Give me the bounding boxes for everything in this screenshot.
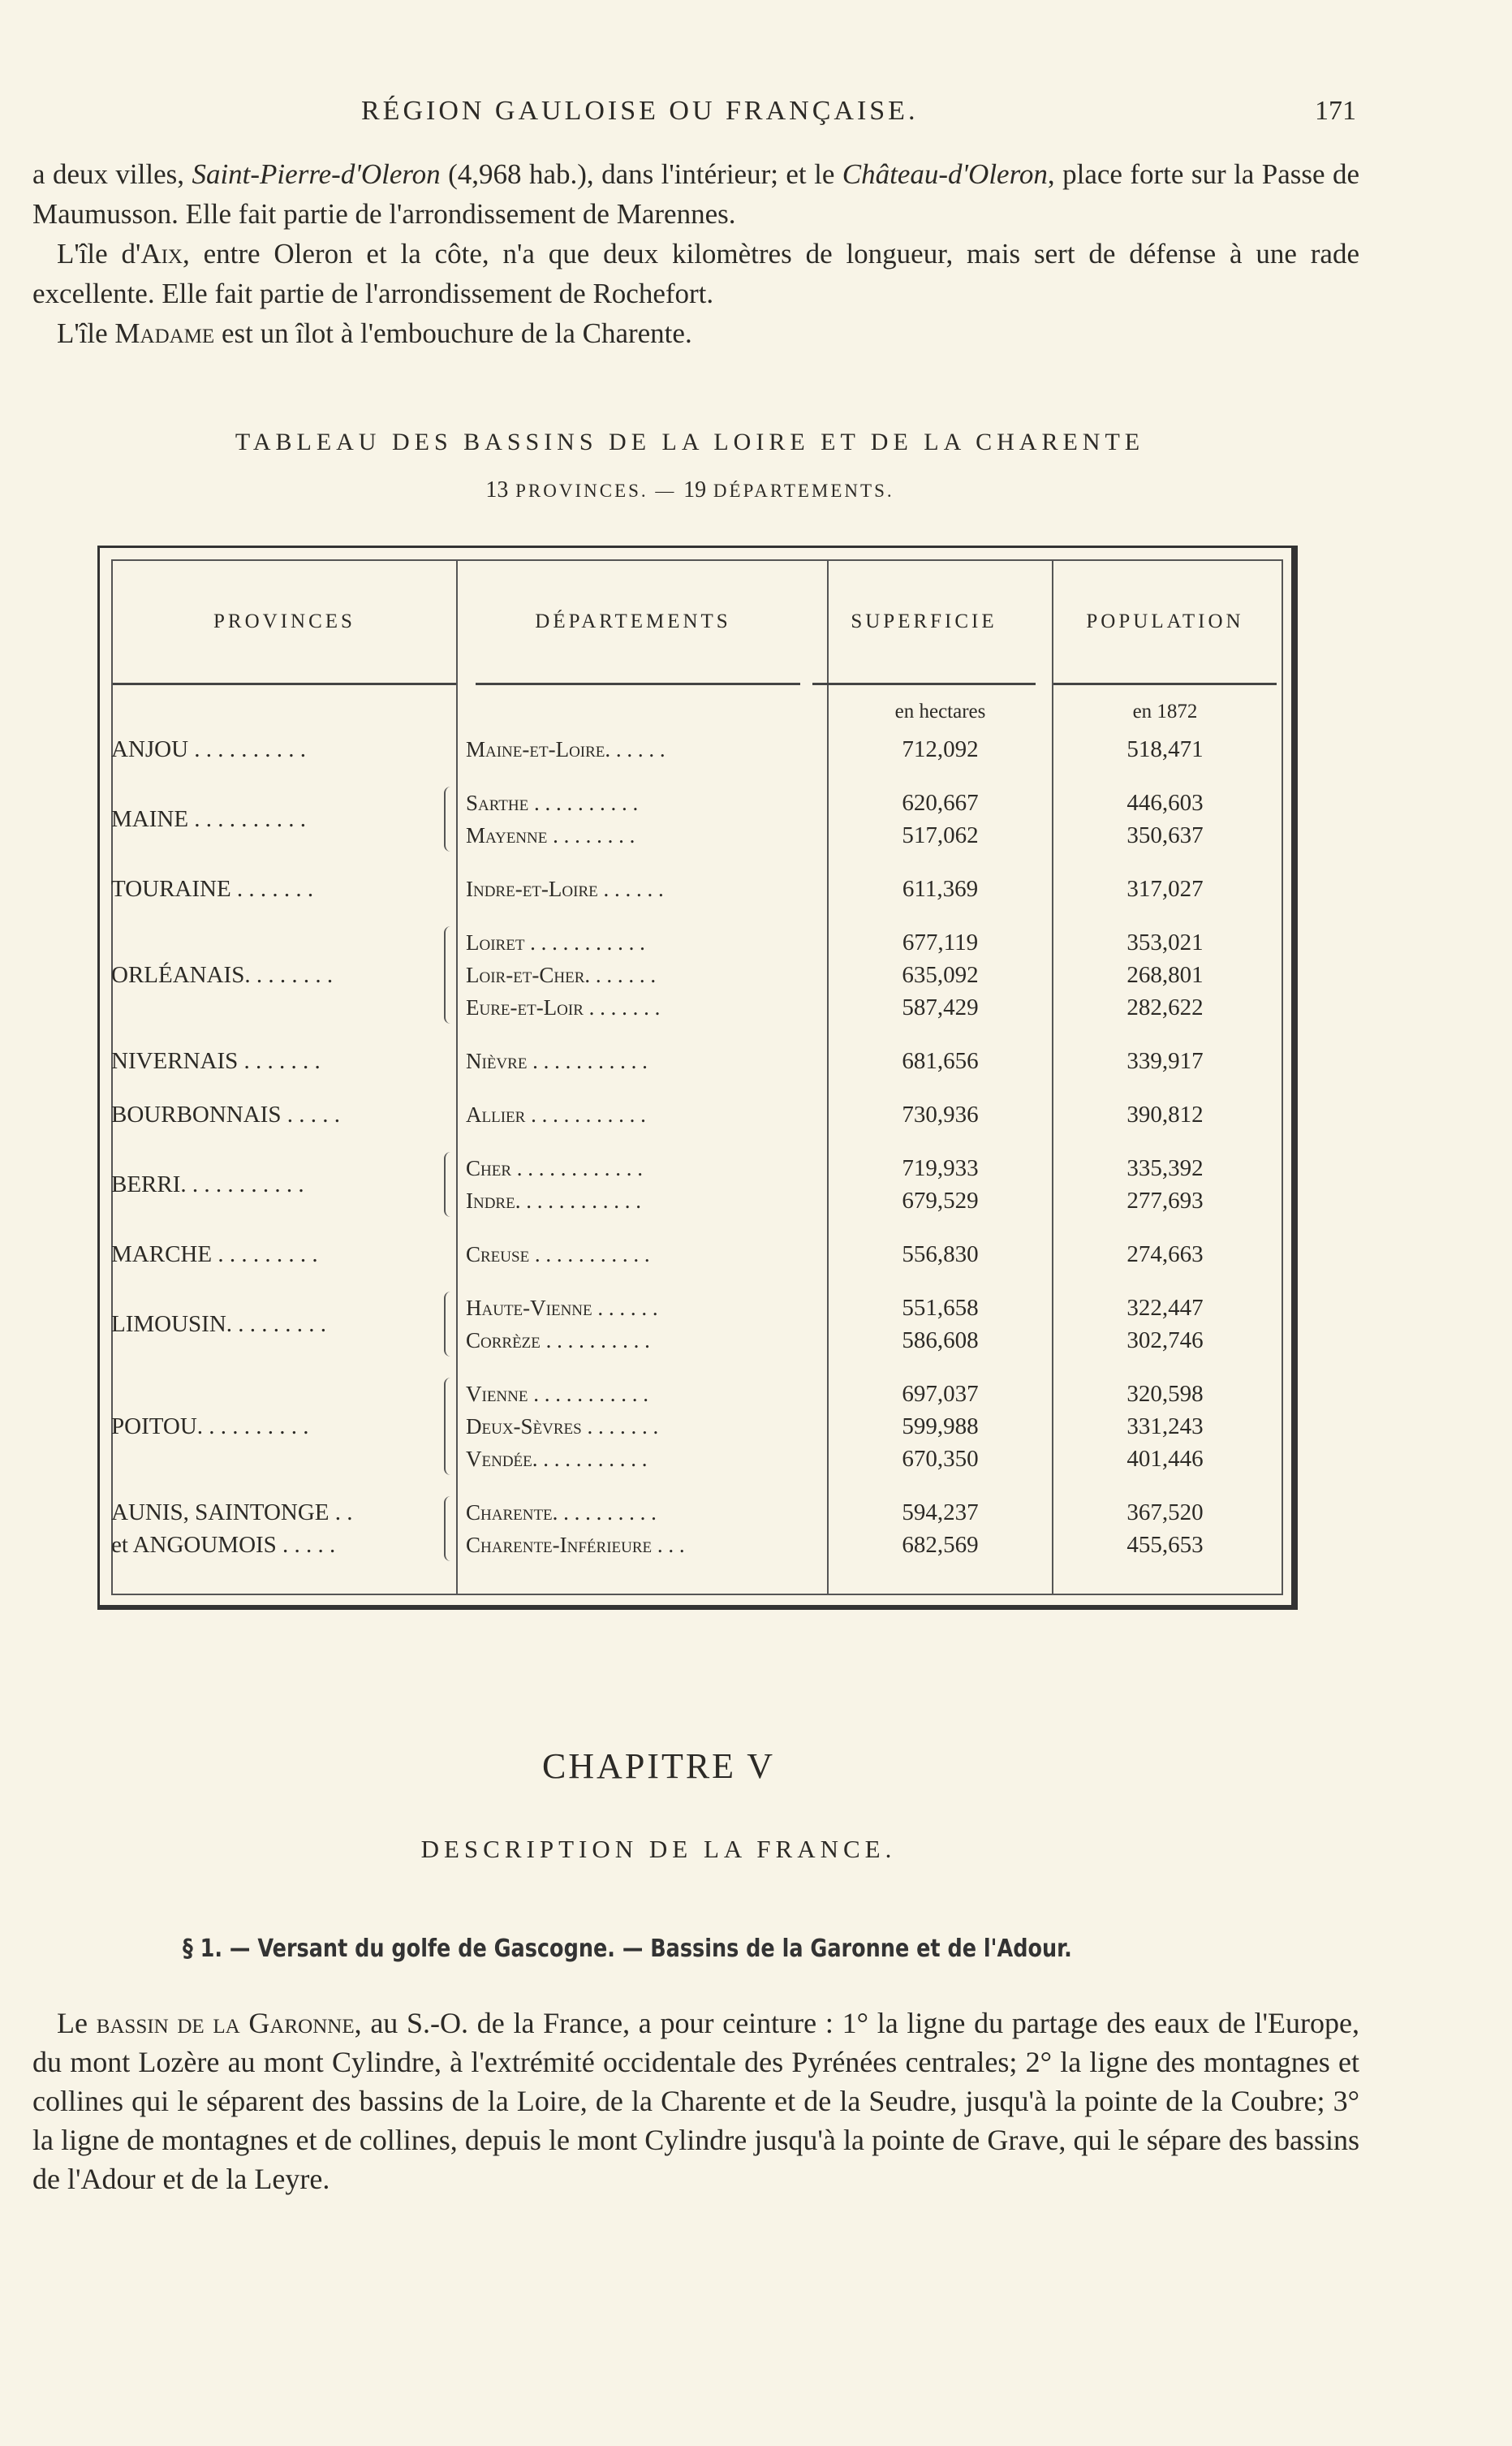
- text: , place forte sur la Passe de Maumusson. Elle fait partie de l'arrondissement de Marennes.: [32, 158, 1360, 230]
- running-title: RÉGION GAULOISE OU FRANÇAISE.: [361, 96, 919, 126]
- text: (4,968 hab.), dans l'intérieur; et le: [440, 158, 842, 190]
- text: est un îlot à l'embouchure de la Charente.: [214, 317, 692, 349]
- superficie-value: 681,656: [902, 1048, 979, 1074]
- province-name: BERRI. . . . . . . . . . .: [111, 1171, 304, 1197]
- province-name: MARCHE . . . . . . . . .: [111, 1241, 318, 1267]
- department-name: Nièvre . . . . . . . . . . .: [466, 1049, 648, 1073]
- superficie-value: 677,119: [902, 930, 979, 956]
- department-name: Loiret . . . . . . . . . . .: [466, 930, 645, 955]
- population-value: 339,917: [1126, 1048, 1204, 1074]
- intro-paragraph-3: [32, 313, 1359, 353]
- superficie-value: 594,237: [902, 1499, 979, 1525]
- department-name: Indre. . . . . . . . . . . .: [466, 1188, 641, 1213]
- header-rule: [476, 561, 800, 685]
- province-name: ANJOU . . . . . . . . . .: [111, 736, 307, 762]
- brace-icon: [444, 926, 457, 1024]
- text: Le: [57, 2007, 97, 2039]
- population-value: 282,622: [1126, 994, 1204, 1020]
- superficie-value: 682,569: [902, 1532, 979, 1558]
- superficie-value: 599,988: [902, 1413, 979, 1439]
- population-value: 268,801: [1126, 962, 1204, 988]
- brace-icon: [444, 787, 457, 852]
- place-name: Saint-Pierre-d'Oleron: [192, 158, 441, 190]
- text: a deux villes,: [32, 158, 192, 190]
- intro-text: [32, 154, 1359, 353]
- superficie-value: 517,062: [902, 822, 979, 848]
- province-name: BOURBONNAIS . . . . .: [111, 1102, 340, 1128]
- superficie-value: 587,429: [902, 994, 979, 1020]
- population-value: 446,603: [1126, 790, 1204, 816]
- superficie-value: 730,936: [902, 1102, 979, 1128]
- population-value: 274,663: [1126, 1241, 1204, 1267]
- population-value: 320,598: [1126, 1381, 1204, 1407]
- header-provinces: PROVINCES: [113, 561, 456, 685]
- department-name: Charente. . . . . . . . . .: [466, 1500, 657, 1525]
- population-value: 353,021: [1126, 930, 1204, 956]
- brace-icon: [444, 1152, 457, 1217]
- unit-year: en 1872: [1132, 701, 1198, 723]
- text: , au S.-O. de la France, a pour ceinture : 1° la ligne du partage des eaux de l'Europe, du mont Lozère au mont Cylindre, à l'extrémité occidentale des Pyrénées centrales; 2° la ligne des montagnes et collines qui le séparent des bassins de la Loire, de la Charente et de la Seudre, jusqu'à la pointe de la Coubre; 3° la ligne de montagnes et de collines, depuis le mont Cylindre jusqu'à la pointe de Grave, qui le sépare des bassins de l'Adour et de la Leyre.: [32, 2007, 1359, 2195]
- superficie-value: 556,830: [902, 1241, 979, 1267]
- department-name: Mayenne . . . . . . . .: [466, 823, 635, 848]
- department-name: Haute-Vienne . . . . . .: [466, 1296, 658, 1320]
- place-name: Aix: [140, 238, 183, 270]
- department-name: Vienne . . . . . . . . . . .: [466, 1382, 648, 1406]
- superficie-value: 635,092: [902, 962, 979, 988]
- province-name: LIMOUSIN. . . . . . . . .: [111, 1311, 327, 1337]
- superficie-value: 551,658: [902, 1295, 979, 1321]
- department-name: Vendée. . . . . . . . . . .: [466, 1447, 648, 1471]
- population-value: 331,243: [1126, 1413, 1204, 1439]
- population-value: 455,653: [1126, 1532, 1204, 1558]
- province-name: TOURAINE . . . . . . .: [111, 876, 314, 902]
- chapter-title-text: CHAPITRE V: [541, 1746, 776, 1786]
- text: PROVINCES. —: [508, 481, 684, 501]
- population-value: 367,520: [1126, 1499, 1204, 1525]
- population-value: 401,446: [1126, 1446, 1204, 1472]
- intro-paragraph-1: [32, 154, 1359, 234]
- brace-icon: [444, 1292, 457, 1357]
- brace-icon: [444, 1378, 457, 1475]
- header-departements: DÉPARTEMENTS: [535, 610, 731, 632]
- superficie-value: 620,667: [902, 790, 979, 816]
- province-name: AUNIS, SAINTONGE . .: [111, 1499, 353, 1525]
- superficie-value: 586,608: [902, 1327, 979, 1353]
- page-number: 171: [1315, 96, 1356, 126]
- unit-hectares: en hectares: [894, 701, 986, 723]
- header-superficie: SUPERFICIE: [812, 561, 1036, 685]
- body-paragraph: [32, 2004, 1359, 2198]
- text: L'île d': [57, 238, 141, 270]
- population-value: 277,693: [1126, 1188, 1204, 1214]
- province-count: 13: [485, 477, 509, 503]
- province-name: MAINE . . . . . . . . . .: [111, 806, 307, 832]
- population-value: 518,471: [1126, 736, 1204, 762]
- population-value: 322,447: [1126, 1295, 1204, 1321]
- superficie-value: 719,933: [902, 1155, 979, 1181]
- superficie-value: 611,369: [902, 876, 979, 902]
- table-title: TABLEAU DES BASSINS DE LA LOIRE ET DE LA CHARENTE: [235, 429, 1145, 455]
- place-name: Madame: [114, 317, 215, 349]
- chapter-subtitle-text: DESCRIPTION DE LA FRANCE.: [420, 1835, 897, 1863]
- chapter-title: [0, 1745, 1512, 1787]
- superficie-value: 712,092: [902, 736, 979, 762]
- table-subtitle: [0, 477, 1380, 503]
- body-text: [32, 2004, 1359, 2198]
- place-name: Château-d'Oleron: [842, 158, 1048, 190]
- department-name: Charente-Inférieure . . .: [466, 1533, 685, 1557]
- department-name: Indre-et-Loire . . . . . .: [466, 877, 664, 901]
- chapter-subtitle: [0, 1835, 1512, 1864]
- department-name: Deux-Sèvres . . . . . . .: [466, 1414, 659, 1439]
- department-count: 19: [683, 477, 707, 503]
- population-value: 390,812: [1126, 1102, 1204, 1128]
- header-population: POPULATION: [1053, 561, 1277, 685]
- department-name: Creuse . . . . . . . . . . .: [466, 1242, 650, 1266]
- department-name: Corrèze . . . . . . . . . .: [466, 1328, 650, 1352]
- province-name: ORLÉANAIS. . . . . . . .: [111, 962, 334, 988]
- intro-paragraph-2: [32, 234, 1359, 313]
- province-name: NIVERNAIS . . . . . . .: [111, 1048, 321, 1074]
- province-name: et ANGOUMOIS . . . . .: [111, 1532, 336, 1558]
- superficie-value: 697,037: [902, 1381, 979, 1407]
- department-name: Sarthe . . . . . . . . . .: [466, 791, 639, 815]
- population-value: 335,392: [1126, 1155, 1204, 1181]
- population-value: 302,746: [1126, 1327, 1204, 1353]
- department-name: Allier . . . . . . . . . . .: [466, 1102, 646, 1127]
- basins-table: [97, 546, 1298, 1610]
- province-name: POITOU. . . . . . . . . .: [111, 1413, 309, 1439]
- table-frame: [111, 559, 1283, 1595]
- department-name: Eure-et-Loir . . . . . . .: [466, 995, 661, 1020]
- text: L'île: [57, 317, 115, 349]
- population-value: 317,027: [1126, 876, 1204, 902]
- department-name: Loir-et-Cher. . . . . . .: [466, 963, 657, 987]
- text: DÉPARTEMENTS.: [706, 481, 894, 501]
- text: , entre Oleron et la côte, n'a que deux kilomètres de longueur, mais sert de défense à une rade excellente. Elle fait partie de l'arrondissement de Rochefort.: [32, 238, 1359, 309]
- population-value: 350,637: [1126, 822, 1204, 848]
- department-name: Cher . . . . . . . . . . . .: [466, 1156, 644, 1180]
- superficie-value: 670,350: [902, 1446, 979, 1472]
- section-heading: § 1. — Versant du golfe de Gascogne. — Bassins de la Garonne et de l'Adour.: [183, 1935, 1072, 1963]
- basin-name: bassin de la Garonne: [96, 2007, 355, 2039]
- department-name: Maine-et-Loire. . . . . .: [466, 737, 666, 761]
- brace-icon: [444, 1496, 457, 1561]
- superficie-value: 679,529: [902, 1188, 979, 1214]
